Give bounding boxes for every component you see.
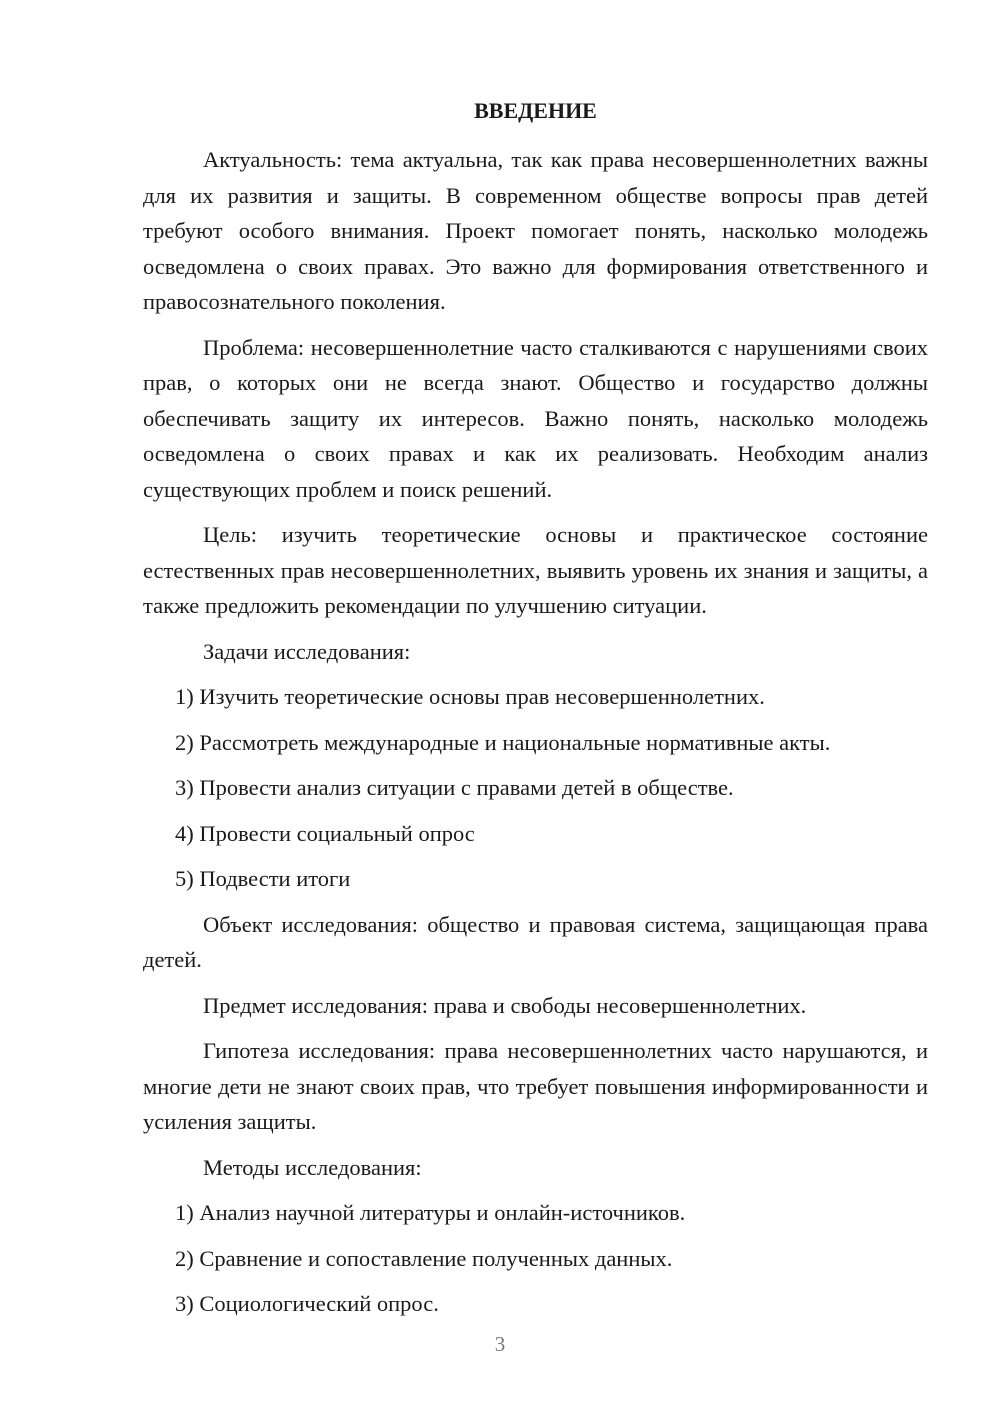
tasks-heading: Задачи исследования: [203,638,411,664]
method-item-1: 1) Анализ научной литературы и онлайн-источников. [175,1200,686,1225]
page-content [143,96,928,1332]
task-item-4: 4) Провести социальный опрос [175,820,475,846]
hypothesis-paragraph: Гипотеза исследования: права несовершеннолетних часто нарушаются, и многие дети не знают своих прав, что требует повышения информированности и усиления защиты. [143,1038,928,1134]
goal-paragraph: Цель: изучить теоретические основы и практическое состояние естественных прав несовершеннолетних, выявить уровень их знания и защиты, а также предложить рекомендации по улучшению ситуации. [143,522,928,618]
problem-paragraph: Проблема: несовершеннолетние часто сталкиваются с нарушениями своих прав, о которых они не всегда знают. Общество и государство должны обеспечивать защиту их интересов. Важно понять, насколько молодежь осведомлена о своих правах и как их реализовать. Необходим анализ существующих проблем и поиск решений. [143,334,928,502]
page-number: 3 [494,1332,506,1356]
method-item-3: 3) Социологический опрос. [175,1291,439,1316]
section-title: ВВЕДЕНИЕ [474,98,597,123]
method-item-2: 2) Сравнение и сопоставление полученных данных. [175,1245,673,1271]
task-item-1: 1) Изучить теоретические основы прав несовершеннолетних. [175,684,765,709]
task-item-3: 3) Провести анализ ситуации с правами детей в обществе. [175,775,734,800]
task-item-2: 2) Рассмотреть международные и национальные нормативные акты. [175,729,831,755]
object-paragraph: Объект исследования: общество и правовая система, защищающая права детей. [143,911,928,972]
subject-paragraph: Предмет исследования: права и свободы несовершеннолетних. [203,992,807,1018]
methods-heading: Методы исследования: [203,1154,422,1180]
relevance-paragraph: Актуальность: тема актуальна, так как права несовершеннолетних важны для их развития и защиты. В современном обществе вопросы прав детей требуют особого внимания. Проект помогает понять, насколько молодежь осведомлена о своих правах. Это важно для формирования ответственного и правосознательного поколения. [143,147,928,314]
task-item-5: 5) Подвести итоги [175,866,351,891]
